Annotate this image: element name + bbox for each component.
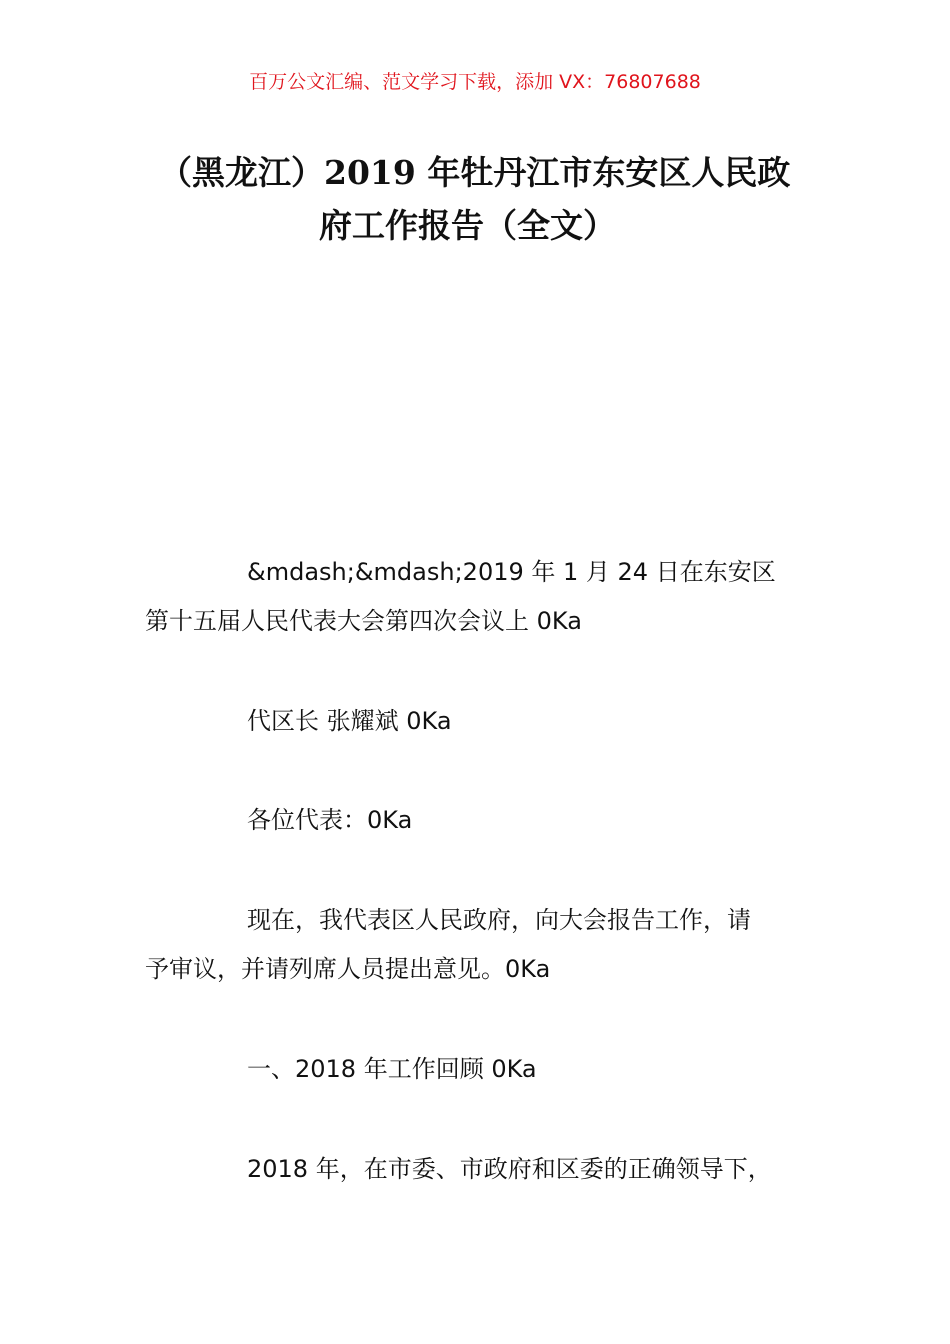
paragraph-line: 代区长 张耀斌 0Ka	[247, 707, 452, 735]
paragraph-line: &mdash;&mdash;2019 年 1 月 24 日在东安区	[247, 558, 776, 586]
paragraph-line: 一、2018 年工作回顾 0Ka	[247, 1055, 537, 1083]
paragraph-salutation	[145, 796, 810, 845]
paragraph-line: 各位代表：0Ka	[247, 806, 413, 834]
paragraph-introduction	[145, 896, 810, 994]
paragraph-meeting-date	[145, 548, 810, 646]
paragraph-speaker	[145, 697, 810, 746]
document-title-line-1: （黑龙江）2019 年牡丹江市东安区人民政	[159, 153, 791, 192]
document-title	[145, 146, 810, 252]
paragraph-line: 第十五届人民代表大会第四次会议上 0Ka	[145, 607, 582, 635]
paragraph-review-start	[145, 1145, 810, 1194]
section-heading-review	[145, 1045, 810, 1094]
document-title-line-2: 府工作报告（全文）	[319, 206, 616, 245]
paragraph-line: 予审议，并请列席人员提出意见。0Ka	[145, 955, 551, 983]
paragraph-line: 2018 年，在市委、市政府和区委的正确领导下，	[247, 1155, 772, 1183]
header-promo-note: 百万公文汇编、范文学习下载，添加 VX：76807688	[249, 71, 701, 93]
paragraph-line: 现在，我代表区人民政府，向大会报告工作，请	[247, 906, 751, 934]
